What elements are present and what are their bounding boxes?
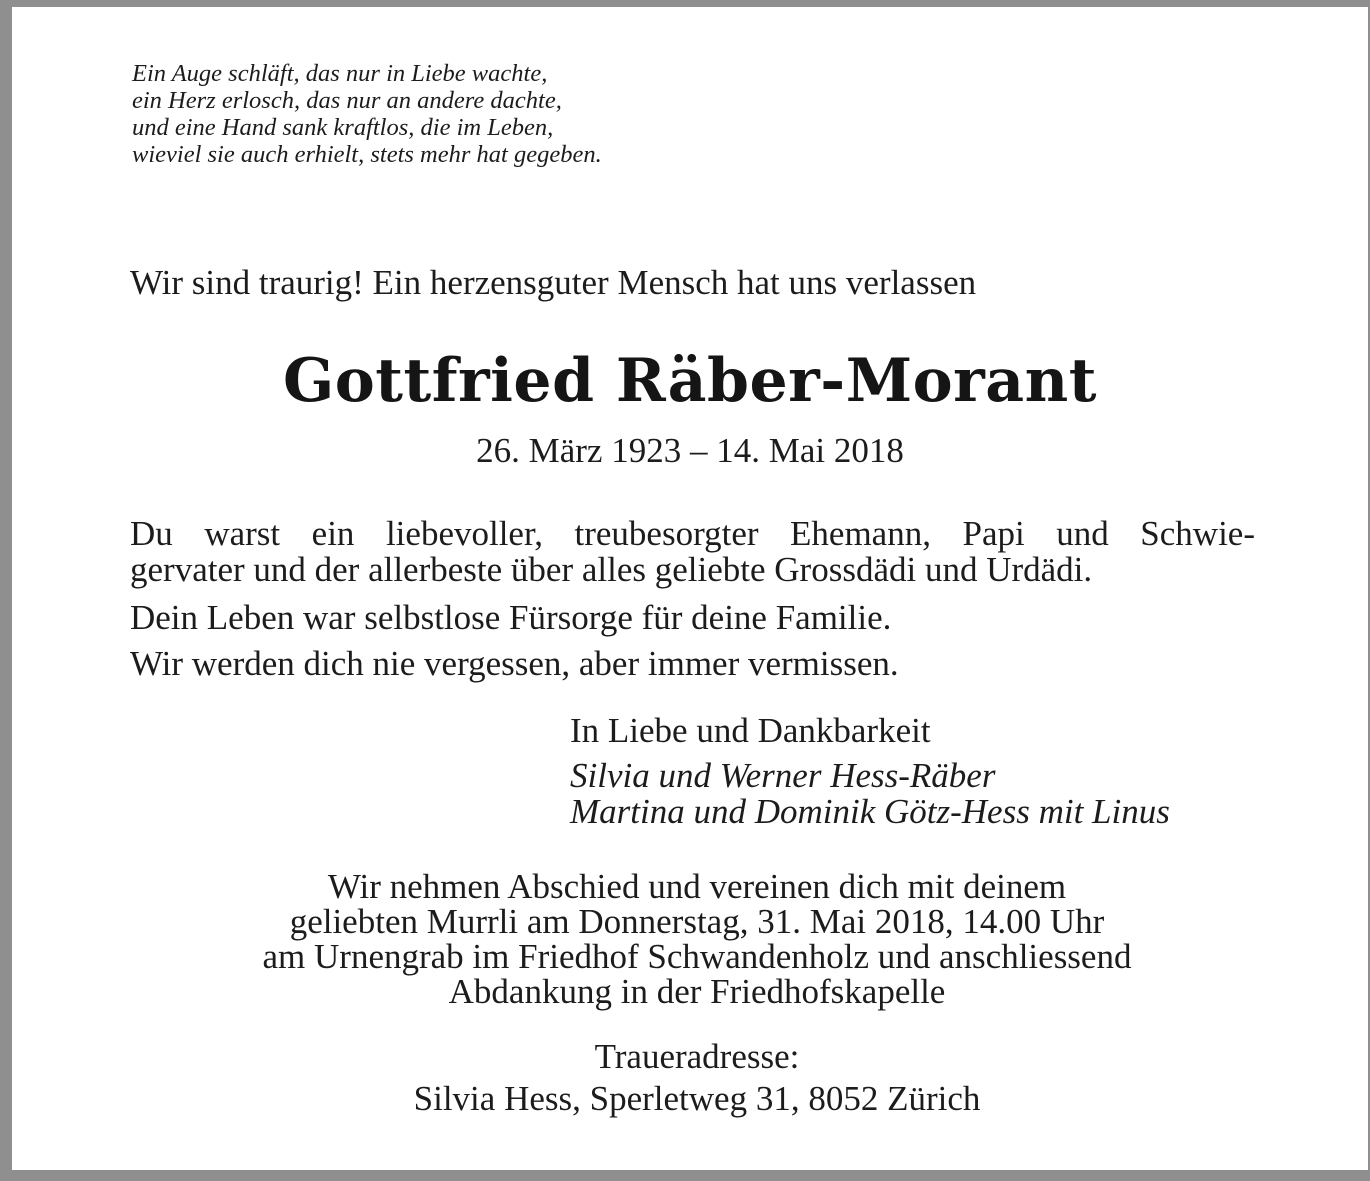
address-label: Traueradresse:: [594, 1037, 800, 1076]
service-line: am Urnengrab im Friedhof Schwandenholz und anschliessend: [262, 937, 1132, 976]
closing-phrase: In Liebe und Dankbarkeit: [570, 711, 931, 750]
poem-line: und eine Hand sank kraftlos, die im Leben,: [132, 114, 554, 141]
deceased-name: Gottfried Räber-Morant: [283, 346, 1097, 416]
life-dates: 26. März 1923 – 14. Mai 2018: [476, 431, 904, 470]
poem-line: ein Herz erlosch, das nur an andere dachte,: [132, 87, 562, 114]
mourning-address: Silvia Hess, Sperletweg 31, 8052 Zürich: [413, 1079, 981, 1118]
service-line: geliebten Murrli am Donnerstag, 31. Mai 2018, 14.00 Uhr: [289, 902, 1105, 941]
service-notice: [12, 869, 1370, 1009]
poem: [132, 60, 602, 168]
signer-name: Martina und Dominik Götz-Hess mit Linus: [570, 792, 1170, 831]
intro-text: Wir sind traurig! Ein herzensguter Mensch hat uns verlassen: [130, 263, 977, 302]
service-line: Abdankung in der Friedhofskapelle: [448, 972, 946, 1011]
poem-line: wieviel sie auch erhielt, stets mehr hat gegeben.: [132, 141, 602, 168]
tribute-paragraph: [130, 516, 1255, 588]
signer-name: Silvia und Werner Hess-Räber: [570, 756, 996, 795]
signers: [570, 758, 1170, 830]
tribute-line: gervater und der allerbeste über alles geliebte Grossdädi und Urdädi.: [130, 550, 1093, 589]
tribute-line: Wir werden dich nie vergessen, aber immer vermissen.: [130, 644, 899, 683]
poem-line: Ein Auge schläft, das nur in Liebe wachte,: [132, 60, 548, 87]
tribute-line: Dein Leben war selbstlose Fürsorge für deine Familie.: [130, 598, 892, 637]
service-line: Wir nehmen Abschied und vereinen dich mit deinem: [327, 867, 1067, 906]
tribute-line: Du warst ein liebevoller, treubesorgter Ehemann, Papi und Schwie-: [130, 514, 1255, 553]
